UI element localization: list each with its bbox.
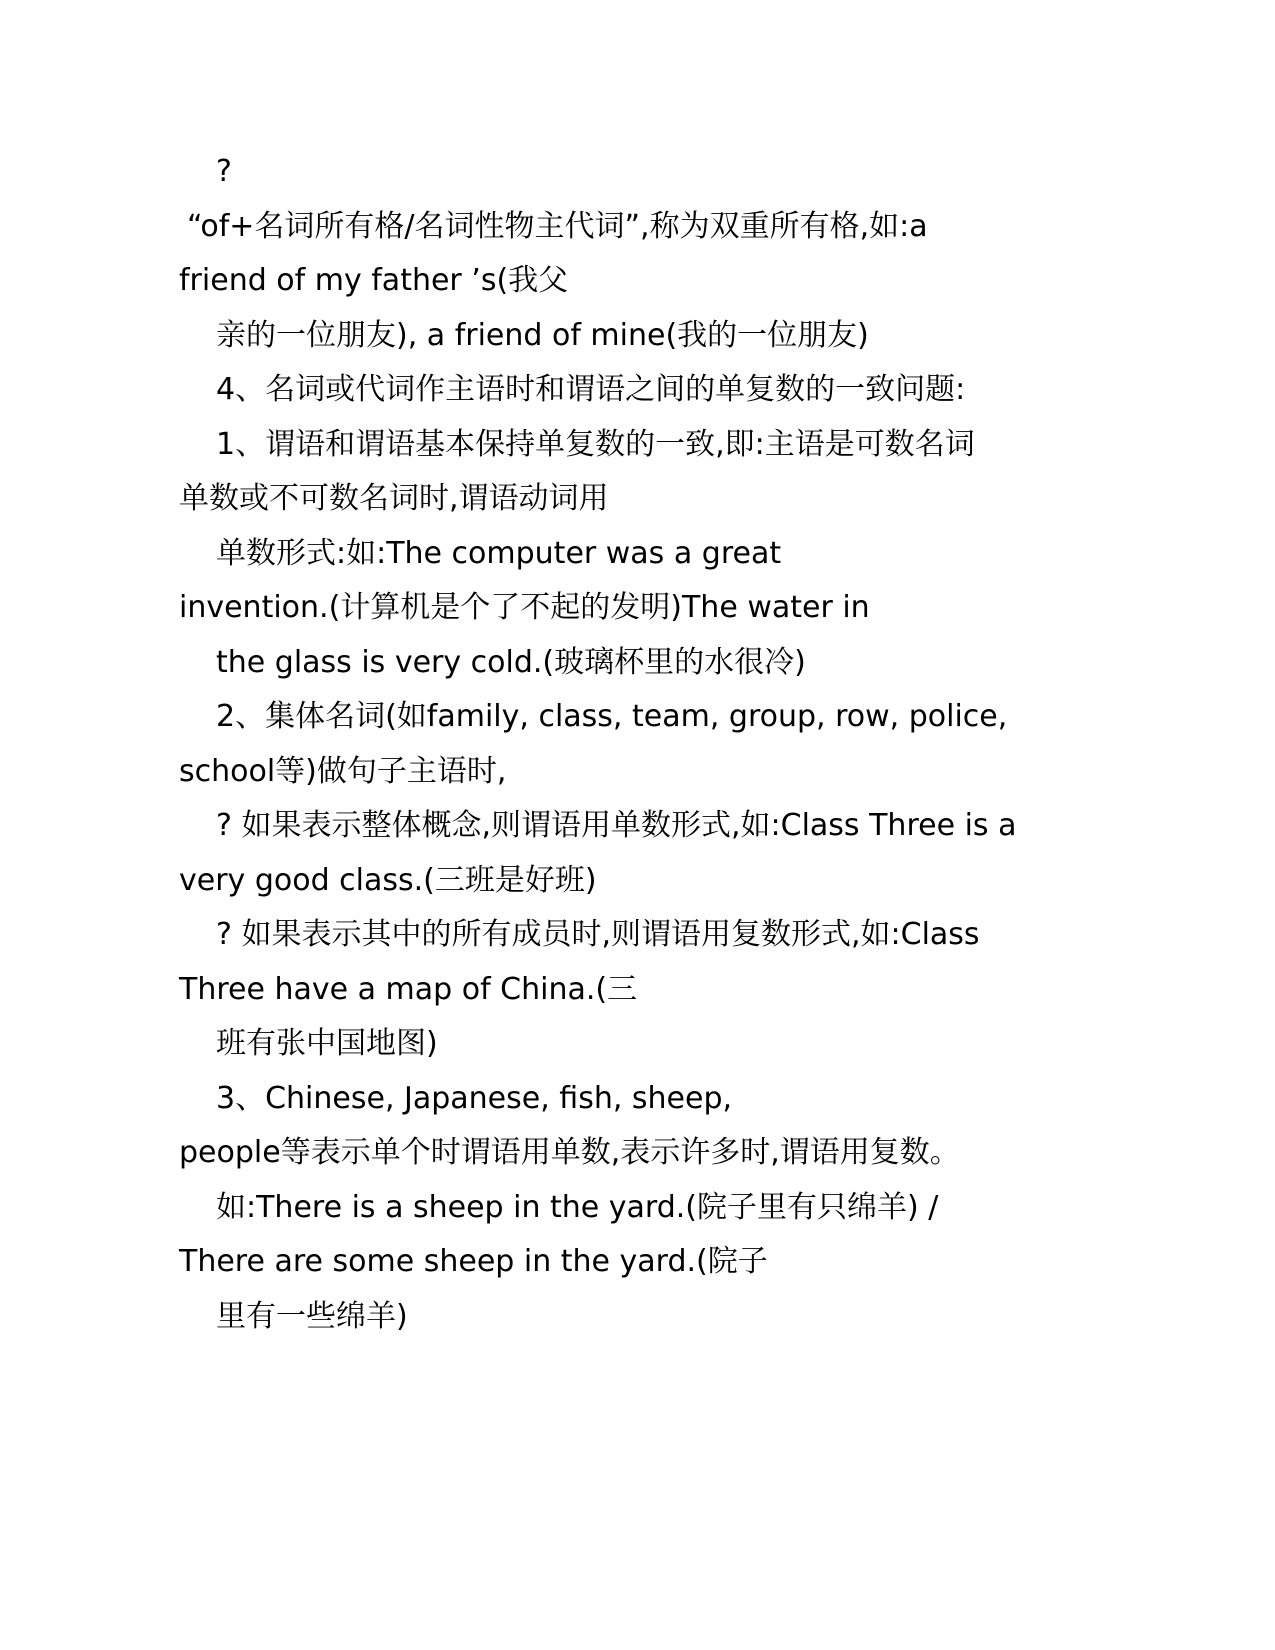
text-line: 如:There is a sheep in the yard.(院子里有只绵羊) / <box>216 1190 939 1225</box>
text-line: 单数形式:如:The computer was a great <box>216 536 782 571</box>
text-line: 班有张中国地图) <box>216 1026 438 1061</box>
text-line: 3、Chinese, Japanese, fish, sheep, <box>216 1081 733 1116</box>
text-line: ? 如果表示其中的所有成员时,则谓语用复数形式,如:Class <box>216 917 980 952</box>
text-line: 亲的一位朋友), a friend of mine(我的一位朋友) <box>216 318 869 353</box>
text-line: There are some sheep in the yard.(院子 <box>179 1244 768 1279</box>
text-line: 1、谓语和谓语基本保持单复数的一致,即:主语是可数名词 <box>216 427 975 462</box>
text-line: school等)做句子主语时, <box>179 754 507 789</box>
text-line: ? 如果表示整体概念,则谓语用单数形式,如:Class Three is a <box>216 808 1017 843</box>
text-line: very good class.(三班是好班) <box>179 863 597 898</box>
text-line: 里有一些绵羊) <box>216 1299 408 1334</box>
text-line: invention.(计算机是个了不起的发明)The water in <box>179 590 870 625</box>
text-line: the glass is very cold.(玻璃杯里的水很冷) <box>216 645 806 680</box>
text-line: friend of my father ’s(我父 <box>179 263 569 298</box>
text-line: 4、名词或代词作主语时和谓语之间的单复数的一致问题: <box>216 372 966 407</box>
text-line: 单数或不可数名词时,谓语动词用 <box>179 481 609 516</box>
text-line: 2、集体名词(如family, class, team, group, row, police, <box>216 699 1008 734</box>
text-line: Three have a map of China.(三 <box>179 972 638 1007</box>
text-line: ? <box>216 154 232 189</box>
text-line: “of+名词所有格/名词性物主代词”,称为双重所有格,如:a <box>187 209 928 244</box>
text-line: people等表示单个时谓语用单数,表示许多时,谓语用复数。 <box>179 1135 960 1170</box>
